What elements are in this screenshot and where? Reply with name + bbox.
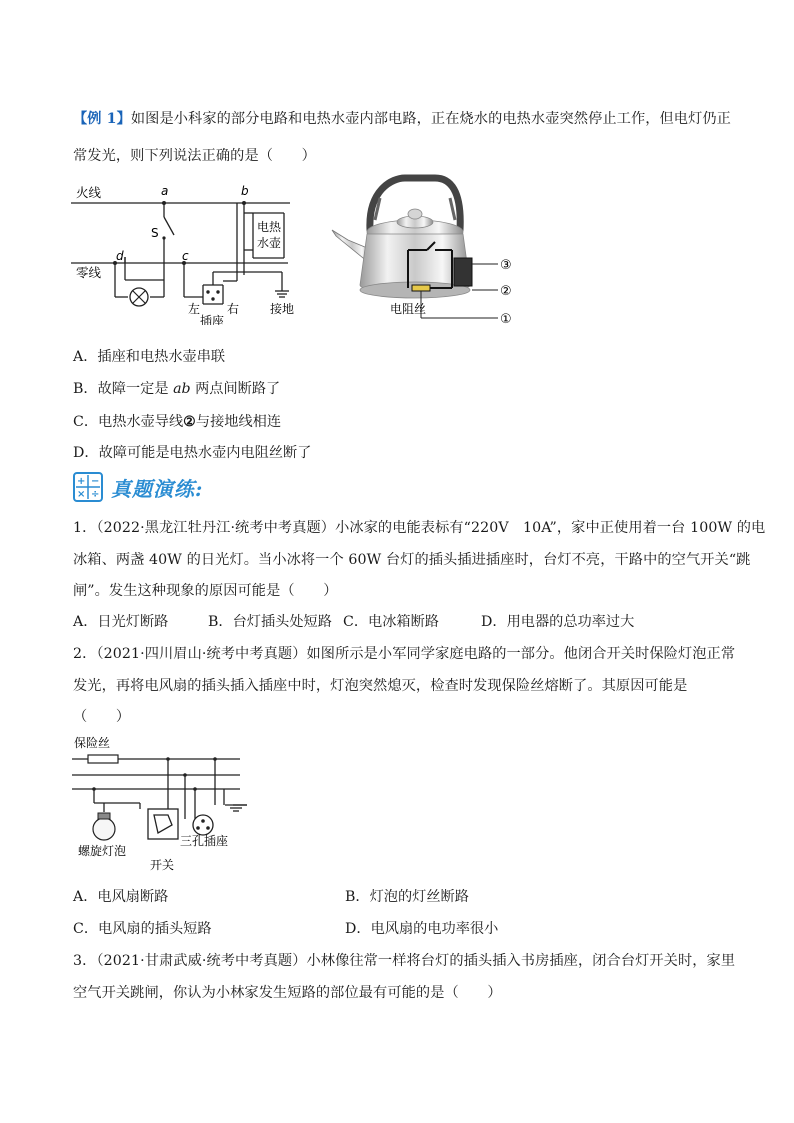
- socket-right-label: 右: [227, 302, 240, 316]
- calculator-icon: [73, 472, 103, 502]
- kettle-label-2: ②: [500, 284, 512, 299]
- point-d-label: d: [116, 249, 124, 263]
- ex1-option-c: [73, 411, 281, 431]
- ex1-option-c-pre: C．电热水壶导线: [73, 414, 184, 430]
- q2-line1: 2．（2021·四川眉山·统考中考真题）如图所示是小军同学家庭电路的一部分。他闭合开关时保险灯泡正常: [73, 646, 736, 662]
- section-title: 真题演练:: [111, 477, 204, 501]
- svg-text:×: ×: [77, 489, 86, 500]
- q2-option-a: A．电风扇断路: [73, 889, 169, 905]
- q2-option-b: B．灯泡的灯丝断路: [345, 889, 469, 905]
- example1-line2: 常发光，则下列说法正确的是（ ）: [73, 148, 316, 164]
- kettle-label-1: ①: [500, 312, 512, 327]
- resistance-wire-label: 电阻丝: [390, 302, 427, 316]
- q2-line2: 发光，再将电风扇的插头插入插座中时，灯泡突然熄灭，检查时发现保险丝熔断了。其原因可能是: [73, 678, 688, 694]
- socket-left-label: 左: [188, 302, 201, 316]
- ex1-option-c-circle: ②: [183, 414, 196, 430]
- svg-text:÷: ÷: [91, 489, 100, 500]
- q3-line2: 空气开关跳闸，你认为小林家发生短路的部位最有可能的是（ ）: [73, 985, 502, 1001]
- q2-line3: （ ）: [73, 709, 131, 725]
- svg-text:−: −: [91, 476, 100, 487]
- kettle-label-line1: 电热: [257, 220, 282, 234]
- kettle-label-line2: 水壶: [257, 236, 282, 250]
- ex1-option-b-italic: ab: [173, 381, 191, 397]
- q1-option-b: B．台灯插头处短路: [208, 614, 332, 630]
- switch-label: S: [151, 226, 159, 240]
- q1-line2: 冰箱、两盏 40W 的日光灯。当小冰将一个 60W 台灯的插头插进插座时，台灯不亮，干路中的空气开关“跳: [73, 552, 751, 568]
- q1-option-a: A．日光灯断路: [73, 614, 169, 630]
- q1-option-c: C．电冰箱断路: [343, 614, 439, 630]
- neutral-wire-label: 零线: [76, 265, 102, 280]
- point-c-label: c: [182, 249, 189, 263]
- point-b-label: b: [241, 184, 249, 198]
- example1-text: 如图是小科家的部分电路和电热水壶内部电路，正在烧水的电热水壶突然停止工作，但电灯仍正: [130, 111, 731, 127]
- live-wire-label: 火线: [76, 185, 102, 200]
- q1-line3: 闸”。发生这种现象的原因可能是（ ）: [73, 583, 338, 599]
- ex1-option-d: D．故障可能是电热水壶内电阻丝断了: [73, 445, 312, 461]
- q1-option-d: D．用电器的总功率过大: [481, 614, 635, 630]
- bulb-label: 螺旋灯泡: [78, 844, 127, 858]
- ex1-option-b: [73, 378, 280, 398]
- q3-line1: 3．（2021·甘肃武威·统考中考真题）小林像往常一样将台灯的插头插入书房插座，闭合台灯开关时，家里: [73, 953, 736, 969]
- three-hole-socket-label: 三孔插座: [180, 834, 229, 848]
- q1-line1: 1．（2022·黑龙江牡丹江·统考中考真题）小冰家的电能表标有“220V 10A”，家中正使用着一台 100W 的电: [73, 520, 766, 536]
- fuse-circuit-figure: [70, 733, 260, 873]
- fuse-label: 保险丝: [74, 736, 111, 750]
- ex1-option-b-pre: B．故障一定是: [73, 381, 174, 397]
- q2-option-d: D．电风扇的电功率很小: [345, 921, 499, 937]
- svg-text:+: +: [77, 476, 86, 487]
- kettle-label-3: ③: [500, 258, 512, 273]
- example1-tag: 【例 1】: [73, 111, 131, 127]
- q2-option-c: C．电风扇的插头短路: [73, 921, 212, 937]
- switch-label-fig: 开关: [150, 858, 175, 872]
- socket-label: 插座: [200, 314, 225, 325]
- example1-line1: [73, 108, 731, 128]
- ex1-option-c-post: 与接地线相连: [195, 414, 282, 430]
- household-circuit-figure: [66, 180, 306, 325]
- ex1-option-a: A．插座和电热水壶串联: [73, 349, 226, 365]
- section-header: [73, 470, 313, 504]
- point-a-label: a: [161, 184, 169, 198]
- electric-kettle-figure: [330, 170, 530, 330]
- ex1-option-b-post: 两点间断路了: [190, 381, 281, 397]
- ground-label: 接地: [270, 302, 295, 316]
